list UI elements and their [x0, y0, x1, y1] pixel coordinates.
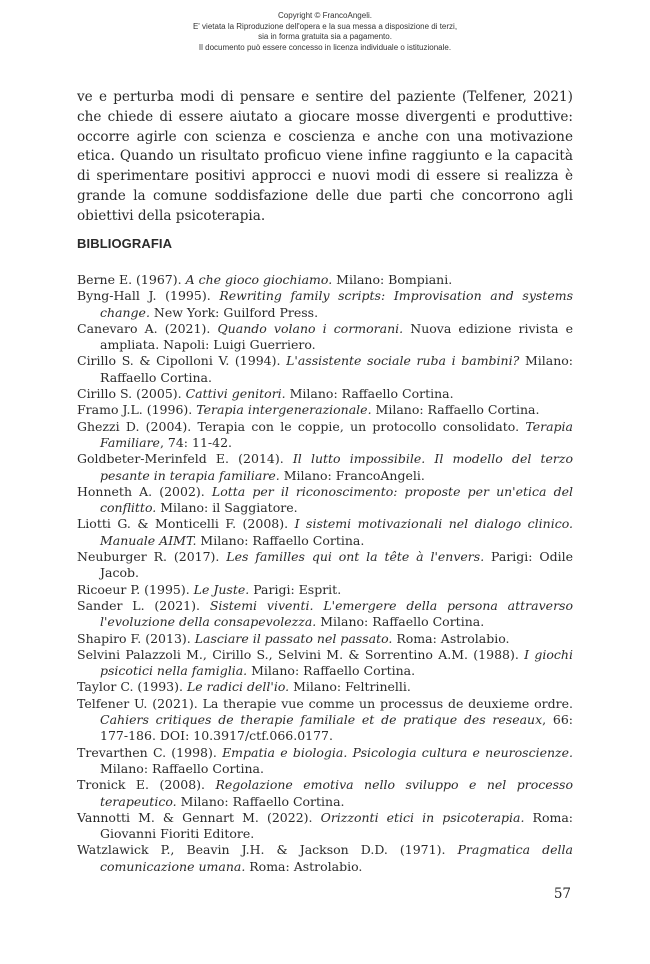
entry-publisher: Roma: Giovanni Fioriti Editore. — [100, 809, 573, 842]
entry-title: Regolazione emotiva nello sviluppo e nel processo terapeutico. — [100, 777, 573, 809]
bibliography-entry — [77, 810, 573, 843]
bibliography-entry — [77, 582, 573, 598]
entry-title: Lasciare il passato nel passato. — [194, 630, 393, 646]
entry-title: Sistemi viventi. L'emergere della persona attraverso l'evoluzione della consapevolezza. — [100, 597, 573, 630]
entry-author-year: Selvini Palazzoli M., Cirillo S., Selvini M. & Sorrentino A.M. (1988). — [77, 646, 525, 662]
entry-publisher: Nuova edizione rivista e ampliata. Napoli: Luigi Guerriero. — [100, 320, 573, 353]
entry-title: Lotta per il riconoscimento: proposte per un'etica del conflitto. — [100, 483, 573, 516]
entry-title: Les familles qui ont la tête à l'envers. — [226, 549, 485, 565]
entry-title: I sistemi motivazionali nel dialogo clinico. Manuale AIMT. — [100, 516, 573, 548]
entry-author-year: Goldbeter-Merinfeld E. (2014). — [77, 451, 293, 467]
entry-title: Pragmatica della comunicazione umana. — [100, 842, 573, 874]
bibliography-entry — [77, 353, 573, 386]
entry-author-year: Liotti G. & Monticelli F. (2008). — [77, 516, 295, 532]
entry-author-year: Neuburger R. (2017). — [77, 549, 227, 565]
entry-author-year: Cirillo S. & Cipolloni V. (1994). — [77, 353, 287, 369]
entry-title: Orizzonti etici in psicoterapia. — [320, 809, 525, 825]
bibliography-entry — [77, 321, 573, 354]
bibliography-entry — [77, 745, 573, 778]
entry-author-year: Telfener U. (2021). La therapie vue comme un processus de deuxieme ordre. — [77, 695, 573, 711]
entry-author-year: Berne E. (1967). — [77, 272, 186, 287]
entry-author-year: Cirillo S. (2005). — [77, 386, 186, 402]
entry-publisher: Milano: Bompiani. — [332, 272, 453, 287]
page-number: 57 — [553, 886, 571, 902]
entry-publisher: Milano: Raffaello Cortina. — [100, 760, 264, 776]
entry-title: L'assistente sociale ruba i bambini? — [286, 353, 520, 369]
copyright-line: Copyright © FrancoAngeli. — [278, 11, 372, 20]
copyright-notice — [0, 11, 650, 53]
bibliography-entry — [77, 516, 573, 549]
entry-publisher: Milano: FrancoAngeli. — [279, 467, 425, 483]
entry-title: Cattivi genitori. — [185, 386, 286, 402]
bibliography-entry — [77, 842, 573, 875]
entry-author-year: Taylor C. (1993). — [77, 679, 187, 695]
entry-title: Terapia Familiare — [100, 418, 573, 450]
entry-author-year: Framo J.L. (1996). — [77, 402, 197, 418]
bibliography-entry — [77, 647, 573, 680]
entry-author-year: Honneth A. (2002). — [77, 483, 212, 499]
entry-publisher: Milano: Raffaello Cortina. — [316, 614, 485, 630]
entry-title: Rewriting family scripts: Improvisation and systems change. — [100, 288, 573, 320]
entry-publisher: Milano: Raffaello Cortina. — [100, 353, 573, 385]
bibliography-entry — [77, 679, 573, 695]
entry-publisher: Milano: il Saggiatore. — [156, 500, 298, 516]
entry-author-year: Watzlawick P., Beavin J.H. & Jackson D.D. (1971). — [77, 842, 458, 858]
bibliography-entry — [77, 419, 573, 452]
copyright-line: E' vietata la Riproduzione dell'opera e la sua messa a disposizione di terzi, — [192, 21, 458, 31]
entry-publisher: Parigi: Odile Jacob. — [100, 549, 573, 581]
entry-title: I giochi psicotici nella famiglia. — [100, 646, 573, 679]
entry-publisher: Parigi: Esprit. — [249, 581, 342, 597]
entry-publisher: , 74: 11-42. — [159, 434, 232, 450]
entry-title: Empatia e biologia. Psicologia cultura e neuroscienze. — [222, 744, 573, 760]
bibliography-heading: BIBLIOGRAFIA — [77, 236, 173, 251]
bibliography-entry — [77, 272, 573, 288]
entry-publisher: Milano: Raffaello Cortina. — [285, 386, 454, 402]
entry-publisher: Milano: Raffaello Cortina. — [247, 663, 416, 679]
entry-author-year: Sander L. (2021). — [77, 597, 210, 613]
entry-publisher: Milano: Feltrinelli. — [289, 679, 411, 695]
entry-title: A che gioco giochiamo. — [185, 272, 333, 287]
intro-paragraph: ve e perturba modi di pensare e sentire del paziente (Telfener, 2021) che chiede di essere aiutato a giocare mosse divergenti e produttive: occorre agirle con scienza e coscienza e anche con una motivazione etica. Quando un risultato proficuo viene infine raggiunto e la capacità di sperimentare positivi approcci e nuovi modi di essere si realizza è grande la comune soddisfazione delle due parti che concorrono agli obiettivi della psicoterapia. — [77, 89, 573, 224]
entry-publisher: , 66: 177-186. DOI: 10.3917/ctf.066.0177. — [100, 712, 573, 744]
bibliography-entry — [77, 484, 573, 517]
entry-author-year: Shapiro F. (2013). — [77, 630, 195, 646]
entry-publisher: Milano: Raffaello Cortina. — [176, 793, 345, 809]
entry-title: Cahiers critiques de therapie familiale et de pratique des reseaux — [100, 712, 543, 728]
bibliography-entry — [77, 549, 573, 582]
entry-author-year: Trevarthen C. (1998). — [77, 744, 223, 760]
entry-title: Terapia intergenerazionale. — [196, 402, 372, 418]
bibliography-entry — [77, 598, 573, 631]
entry-publisher: Milano: Raffaello Cortina. — [196, 532, 365, 548]
bibliography-list — [77, 272, 573, 875]
entry-author-year: Ghezzi D. (2004). Terapia con le coppie, un protocollo consolidato. — [77, 418, 526, 434]
bibliography-entry — [77, 451, 573, 484]
bibliography-entry — [77, 386, 573, 402]
copyright-line: sia in forma gratuita sia a pagamento. — [258, 32, 392, 41]
bibliography-entry — [77, 777, 573, 810]
entry-publisher: Milano: Raffaello Cortina. — [371, 402, 540, 418]
entry-publisher: New York: Guilford Press. — [149, 304, 319, 320]
entry-author-year: Tronick E. (2008). — [77, 777, 216, 793]
entry-author-year: Ricoeur P. (1995). — [77, 581, 194, 597]
entry-author-year: Canevaro A. (2021). — [77, 320, 218, 336]
entry-title: Le Juste. — [193, 581, 250, 597]
entry-title: Quando volano i cormorani. — [217, 320, 404, 336]
entry-title: Il lutto impossibile. Il modello del terzo pesante in terapia familiare. — [100, 451, 573, 483]
copyright-line: Il documento può essere concesso in licenza individuale o istituzionale. — [198, 42, 452, 52]
entry-publisher: Roma: Astrolabio. — [245, 858, 363, 874]
bibliography-entry — [77, 288, 573, 321]
bibliography-entry — [77, 402, 573, 418]
entry-author-year: Vannotti M. & Gennart M. (2022). — [77, 809, 321, 825]
entry-title: Le radici dell'io. — [186, 679, 290, 695]
entry-publisher: Roma: Astrolabio. — [392, 630, 510, 646]
entry-author-year: Byng-Hall J. (1995). — [77, 288, 220, 304]
bibliography-entry — [77, 631, 573, 647]
bibliography-entry — [77, 696, 573, 745]
